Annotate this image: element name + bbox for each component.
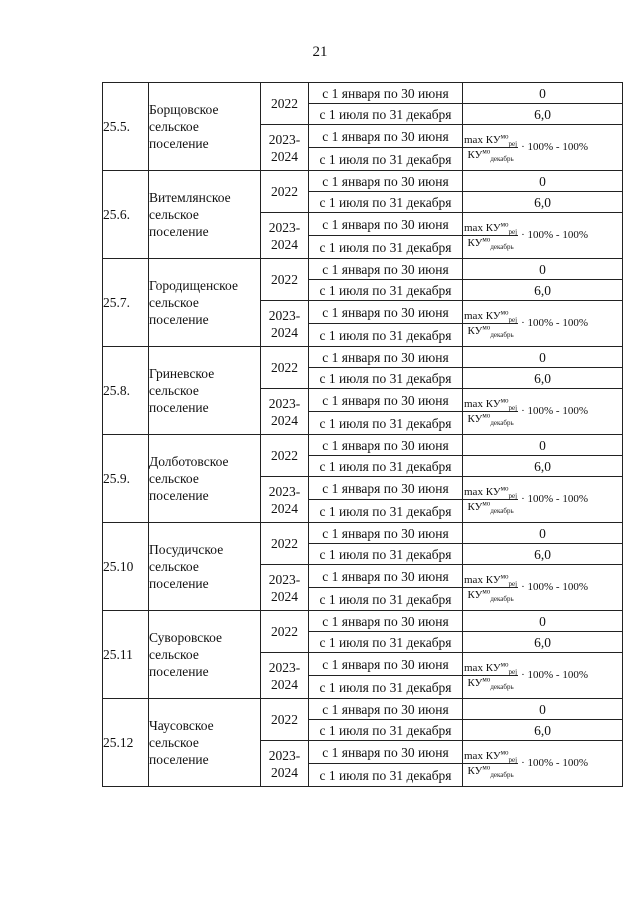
formula-tail: · 100% - 100%	[521, 229, 589, 241]
value-cell: 6,0	[463, 632, 623, 653]
formula-fraction	[463, 748, 518, 780]
formula-ku: КУ	[485, 398, 501, 410]
formula-sub: pej	[508, 668, 518, 677]
formula-ku: КУ	[485, 662, 501, 674]
year-cell: 2022	[261, 611, 309, 653]
formula-max: max	[464, 134, 483, 146]
formula-fraction	[463, 396, 518, 428]
formula-max: max	[464, 662, 483, 674]
year-cell: 2023-2024	[261, 565, 309, 611]
row-number: 25.9.	[103, 435, 149, 523]
period-cell: с 1 января по 30 июня	[309, 565, 463, 588]
year-cell: 2022	[261, 171, 309, 213]
table-row	[103, 611, 623, 632]
value-cell: 0	[463, 435, 623, 456]
formula-fraction	[463, 308, 518, 340]
formula-cell	[463, 389, 623, 435]
year-cell: 2023-2024	[261, 741, 309, 787]
formula-sup: мо	[482, 763, 491, 772]
period-cell: с 1 июля по 31 декабря	[309, 544, 463, 565]
table-row	[103, 347, 623, 368]
row-number: 25.8.	[103, 347, 149, 435]
formula-sub: декабрь	[490, 683, 514, 692]
row-number: 25.5.	[103, 83, 149, 171]
formula-sub: pej	[508, 228, 518, 237]
formula-tail: · 100% - 100%	[521, 757, 589, 769]
year-cell: 2022	[261, 435, 309, 477]
formula-sub: декабрь	[490, 419, 514, 428]
value-cell: 6,0	[463, 720, 623, 741]
period-cell: с 1 января по 30 июня	[309, 83, 463, 104]
formula-sup: мо	[482, 499, 491, 508]
formula-max: max	[464, 486, 483, 498]
formula-ku: КУ	[485, 486, 501, 498]
period-cell: с 1 июля по 31 декабря	[309, 236, 463, 259]
period-cell: с 1 июля по 31 декабря	[309, 148, 463, 171]
settlement-name: Суворовское сельское поселение	[149, 611, 261, 699]
formula-max: max	[464, 222, 483, 234]
formula-ku: КУ	[467, 501, 483, 513]
formula-cell	[463, 213, 623, 259]
formula-ku: КУ	[485, 574, 501, 586]
settlement-name: Борщовское сельское поселение	[149, 83, 261, 171]
formula-sup: мо	[500, 572, 509, 581]
value-cell: 6,0	[463, 456, 623, 477]
formula-sub: pej	[508, 404, 518, 413]
formula-fraction	[463, 484, 518, 516]
year-cell: 2023-2024	[261, 477, 309, 523]
formula-sub: pej	[508, 756, 518, 765]
formula-sup: мо	[500, 748, 509, 757]
period-cell: с 1 января по 30 июня	[309, 611, 463, 632]
formula-sup: мо	[500, 308, 509, 317]
tariff-table	[102, 82, 623, 787]
formula-ku: КУ	[485, 222, 501, 234]
formula-ku: КУ	[467, 765, 483, 777]
formula-sup: мо	[482, 323, 491, 332]
formula-ku: КУ	[485, 750, 501, 762]
table-row	[103, 699, 623, 720]
formula-sup: мо	[482, 587, 491, 596]
period-cell: с 1 июля по 31 декабря	[309, 632, 463, 653]
formula-tail: · 100% - 100%	[521, 581, 589, 593]
formula-cell	[463, 741, 623, 787]
formula-sub: декабрь	[490, 771, 514, 780]
formula-fraction	[463, 220, 518, 252]
row-number: 25.7.	[103, 259, 149, 347]
period-cell: с 1 июля по 31 декабря	[309, 280, 463, 301]
period-cell: с 1 июля по 31 декабря	[309, 104, 463, 125]
formula-ku: КУ	[467, 413, 483, 425]
value-cell: 0	[463, 347, 623, 368]
formula-ku: КУ	[485, 310, 501, 322]
period-cell: с 1 июля по 31 декабря	[309, 192, 463, 213]
period-cell: с 1 января по 30 июня	[309, 523, 463, 544]
page-number: 21	[312, 44, 328, 60]
formula-ku: КУ	[485, 134, 501, 146]
settlement-name: Посудичское сельское поселение	[149, 523, 261, 611]
period-cell: с 1 июля по 31 декабря	[309, 676, 463, 699]
row-number: 25.6.	[103, 171, 149, 259]
formula-cell	[463, 301, 623, 347]
period-cell: с 1 июля по 31 декабря	[309, 412, 463, 435]
formula-tail: · 100% - 100%	[521, 669, 589, 681]
row-number: 25.12	[103, 699, 149, 787]
value-cell: 0	[463, 523, 623, 544]
formula-ku: КУ	[467, 677, 483, 689]
period-cell: с 1 июля по 31 декабря	[309, 368, 463, 389]
formula-ku: КУ	[467, 325, 483, 337]
period-cell: с 1 июля по 31 декабря	[309, 720, 463, 741]
formula-fraction	[463, 572, 518, 604]
period-cell: с 1 января по 30 июня	[309, 301, 463, 324]
settlement-name: Городищенское сельское поселение	[149, 259, 261, 347]
period-cell: с 1 января по 30 июня	[309, 259, 463, 280]
period-cell: с 1 июля по 31 декабря	[309, 588, 463, 611]
value-cell: 6,0	[463, 368, 623, 389]
value-cell: 6,0	[463, 192, 623, 213]
year-cell: 2023-2024	[261, 213, 309, 259]
period-cell: с 1 января по 30 июня	[309, 171, 463, 192]
year-cell: 2023-2024	[261, 389, 309, 435]
formula-sup: мо	[500, 220, 509, 229]
formula-sup: мо	[500, 132, 509, 141]
period-cell: с 1 января по 30 июня	[309, 347, 463, 368]
row-number: 25.10	[103, 523, 149, 611]
formula-sup: мо	[500, 396, 509, 405]
formula-cell	[463, 565, 623, 611]
formula-sub: pej	[508, 316, 518, 325]
period-cell: с 1 января по 30 июня	[309, 699, 463, 720]
formula-max: max	[464, 310, 483, 322]
formula-ku: КУ	[467, 149, 483, 161]
formula-max: max	[464, 750, 483, 762]
formula-sub: pej	[508, 492, 518, 501]
year-cell: 2023-2024	[261, 653, 309, 699]
row-number: 25.11	[103, 611, 149, 699]
formula-tail: · 100% - 100%	[521, 405, 589, 417]
table-row	[103, 523, 623, 544]
formula-sub: декабрь	[490, 331, 514, 340]
formula-cell	[463, 125, 623, 171]
period-cell: с 1 января по 30 июня	[309, 125, 463, 148]
year-cell: 2023-2024	[261, 301, 309, 347]
formula-sub: pej	[508, 140, 518, 149]
formula-fraction	[463, 132, 518, 164]
formula-sup: мо	[500, 660, 509, 669]
period-cell: с 1 января по 30 июня	[309, 389, 463, 412]
year-cell: 2022	[261, 259, 309, 301]
formula-cell	[463, 477, 623, 523]
settlement-name: Чаусовское сельское поселение	[149, 699, 261, 787]
formula-sup: мо	[482, 411, 491, 420]
period-cell: с 1 января по 30 июня	[309, 477, 463, 500]
period-cell: с 1 июля по 31 декабря	[309, 324, 463, 347]
period-cell: с 1 января по 30 июня	[309, 741, 463, 764]
value-cell: 6,0	[463, 104, 623, 125]
value-cell: 0	[463, 171, 623, 192]
formula-sup: мо	[500, 484, 509, 493]
formula-sub: декабрь	[490, 507, 514, 516]
table-row	[103, 435, 623, 456]
value-cell: 0	[463, 611, 623, 632]
year-cell: 2023-2024	[261, 125, 309, 171]
formula-max: max	[464, 574, 483, 586]
value-cell: 6,0	[463, 280, 623, 301]
value-cell: 6,0	[463, 544, 623, 565]
formula-max: max	[464, 398, 483, 410]
table-row	[103, 83, 623, 104]
table-row	[103, 171, 623, 192]
value-cell: 0	[463, 83, 623, 104]
formula-fraction	[463, 660, 518, 692]
table-row	[103, 259, 623, 280]
formula-sub: декабрь	[490, 595, 514, 604]
period-cell: с 1 января по 30 июня	[309, 213, 463, 236]
period-cell: с 1 июля по 31 декабря	[309, 764, 463, 787]
formula-ku: КУ	[467, 589, 483, 601]
formula-sup: мо	[482, 675, 491, 684]
period-cell: с 1 января по 30 июня	[309, 653, 463, 676]
formula-sub: pej	[508, 580, 518, 589]
year-cell: 2022	[261, 347, 309, 389]
period-cell: с 1 января по 30 июня	[309, 435, 463, 456]
settlement-name: Витемлянское сельское поселение	[149, 171, 261, 259]
formula-sub: декабрь	[490, 155, 514, 164]
formula-cell	[463, 653, 623, 699]
formula-sub: декабрь	[490, 243, 514, 252]
formula-sup: мо	[482, 147, 491, 156]
value-cell: 0	[463, 259, 623, 280]
formula-tail: · 100% - 100%	[521, 493, 589, 505]
period-cell: с 1 июля по 31 декабря	[309, 456, 463, 477]
period-cell: с 1 июля по 31 декабря	[309, 500, 463, 523]
formula-ku: КУ	[467, 237, 483, 249]
year-cell: 2022	[261, 699, 309, 741]
year-cell: 2022	[261, 83, 309, 125]
formula-sup: мо	[482, 235, 491, 244]
formula-tail: · 100% - 100%	[521, 317, 589, 329]
year-cell: 2022	[261, 523, 309, 565]
settlement-name: Гриневское сельское поселение	[149, 347, 261, 435]
formula-tail: · 100% - 100%	[521, 141, 589, 153]
settlement-name: Долботовское сельское поселение	[149, 435, 261, 523]
value-cell: 0	[463, 699, 623, 720]
